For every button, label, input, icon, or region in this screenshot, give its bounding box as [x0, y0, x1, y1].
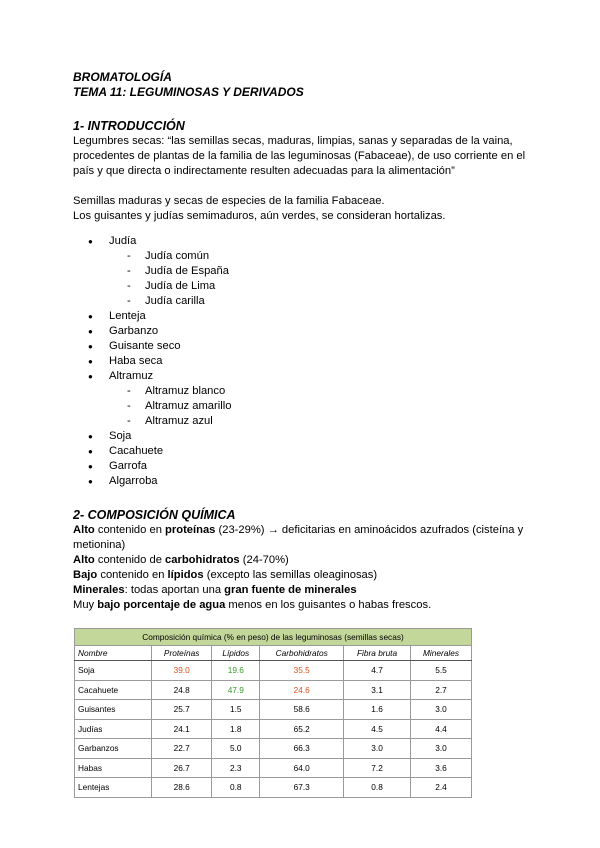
list-item: - Judía carilla	[109, 294, 543, 309]
table-cell: 25.7	[152, 700, 212, 720]
table-cell: Lentejas	[75, 778, 152, 798]
column-header: Proteínas	[152, 646, 212, 661]
altramuz-sublist	[109, 384, 543, 429]
list-item: - Judía de Lima	[109, 279, 543, 294]
table-cell: 24.8	[152, 680, 212, 700]
table-cell: 58.6	[260, 700, 344, 720]
list-item: ● Lenteja	[73, 309, 543, 324]
table-cell: Garbanzos	[75, 739, 152, 759]
table-row	[75, 758, 472, 778]
composition-line-4: Bajo contenido en lípidos (excepto las semillas oleaginosas)	[73, 569, 378, 581]
table-row	[75, 661, 472, 681]
table-cell: 22.7	[152, 739, 212, 759]
table-cell: Soja	[75, 661, 152, 681]
table-cell: 19.6	[212, 661, 260, 681]
column-header: Fibra bruta	[344, 646, 411, 661]
table-cell: 4.4	[410, 719, 471, 739]
table-cell: 2.7	[410, 680, 471, 700]
column-header: Lípidos	[212, 646, 260, 661]
table-cell: 35.5	[260, 661, 344, 681]
topic-title: TEMA 11: LEGUMINOSAS Y DERIVADOS	[73, 85, 304, 99]
table-cell: 24.6	[260, 680, 344, 700]
list-item: ● Guisante seco	[73, 339, 543, 354]
table-cell: 4.7	[344, 661, 411, 681]
list-item: - Altramuz blanco	[109, 384, 543, 399]
list-item: ● Garrofa	[73, 459, 543, 474]
judia-sublist	[109, 249, 543, 309]
table-cell: 24.1	[152, 719, 212, 739]
composition-line-1: Alto contenido en proteínas (23-29%) → deficitarias en aminoácidos azufrados (cisteína y	[73, 524, 524, 536]
list-item: - Judía de España	[109, 264, 543, 279]
table-cell: 5.5	[410, 661, 471, 681]
column-header: Carbohidratos	[260, 646, 344, 661]
list-item: ● Soja	[73, 429, 543, 444]
table-cell: 26.7	[152, 758, 212, 778]
document-page	[73, 70, 543, 613]
table-cell: 47.9	[212, 680, 260, 700]
table-cell: 3.0	[410, 739, 471, 759]
table-row	[75, 680, 472, 700]
table-cell: 2.4	[410, 778, 471, 798]
table-cell: 67.3	[260, 778, 344, 798]
table-cell: Cacahuete	[75, 680, 152, 700]
legume-list	[73, 234, 543, 489]
list-item: ● Altramuz - Altramuz blanco - Altramuz amarillo - Altramuz azul	[73, 369, 543, 429]
table-cell: Habas	[75, 758, 152, 778]
table-cell: 65.2	[260, 719, 344, 739]
composition-line-6: Muy bajo porcentaje de agua menos en los guisantes o habas frescos.	[73, 599, 432, 611]
list-item: ● Garbanzo	[73, 324, 543, 339]
table-cell: 0.8	[344, 778, 411, 798]
table-cell: Judías	[75, 719, 152, 739]
intro-line-5: Los guisantes y judías semimaduros, aún verdes, se consideran hortalizas.	[73, 210, 446, 222]
composition-line-5: Minerales: todas aportan una gran fuente de minerales	[73, 584, 357, 596]
list-item: - Altramuz azul	[109, 414, 543, 429]
table-cell: 4.5	[344, 719, 411, 739]
table-cell: 39.0	[152, 661, 212, 681]
table-header-row	[75, 646, 472, 661]
table-cell: 64.0	[260, 758, 344, 778]
table-cell: 3.6	[410, 758, 471, 778]
table-caption: Composición química (% en peso) de las leguminosas (semillas secas)	[75, 629, 472, 646]
composition-line-2: metionina)	[73, 539, 126, 551]
table-cell: 66.3	[260, 739, 344, 759]
intro-heading: 1- INTRODUCCIÓN	[73, 119, 185, 133]
column-header: Minerales	[410, 646, 471, 661]
list-item: ● Haba seca	[73, 354, 543, 369]
table-cell: 1.5	[212, 700, 260, 720]
column-header: Nombre	[75, 646, 152, 661]
document-title: BROMATOLOGÍA	[73, 70, 172, 84]
table-row	[75, 700, 472, 720]
intro-line-4: Semillas maduras y secas de especies de la familia Fabaceae.	[73, 195, 385, 207]
composition-heading: 2- COMPOSICIÓN QUÍMICA	[73, 508, 236, 522]
table-cell: 7.2	[344, 758, 411, 778]
list-item: - Judía común	[109, 249, 543, 264]
table-cell: Guisantes	[75, 700, 152, 720]
composition-line-3: Alto contenido de carbohidratos (24-70%)	[73, 554, 289, 566]
intro-line-2: procedentes de plantas de la familia de las leguminosas (Fabaceae), de uso corriente en el	[73, 150, 526, 162]
intro-line-3: país y que directa o indirectamente resulten adecuadas para la alimentación”	[73, 165, 455, 177]
list-item: ● Judía - Judía común - Judía de España - Judía de Lima - Judía carilla	[73, 234, 543, 309]
table-cell: 5.0	[212, 739, 260, 759]
list-item: - Altramuz amarillo	[109, 399, 543, 414]
table-cell: 28.6	[152, 778, 212, 798]
table-cell: 0.8	[212, 778, 260, 798]
list-item: ● Algarroba	[73, 474, 543, 489]
list-item: ● Cacahuete	[73, 444, 543, 459]
table-row	[75, 719, 472, 739]
composition-table	[74, 628, 472, 798]
table-cell: 1.8	[212, 719, 260, 739]
table-cell: 1.6	[344, 700, 411, 720]
table-cell: 3.0	[410, 700, 471, 720]
table-cell: 2.3	[212, 758, 260, 778]
table-cell: 3.1	[344, 680, 411, 700]
composition-table-wrapper	[74, 628, 472, 798]
table-cell: 3.0	[344, 739, 411, 759]
intro-line-1: Legumbres secas: “las semillas secas, maduras, limpias, sanas y separadas de la vaina,	[73, 135, 513, 147]
table-row	[75, 739, 472, 759]
table-row	[75, 778, 472, 798]
